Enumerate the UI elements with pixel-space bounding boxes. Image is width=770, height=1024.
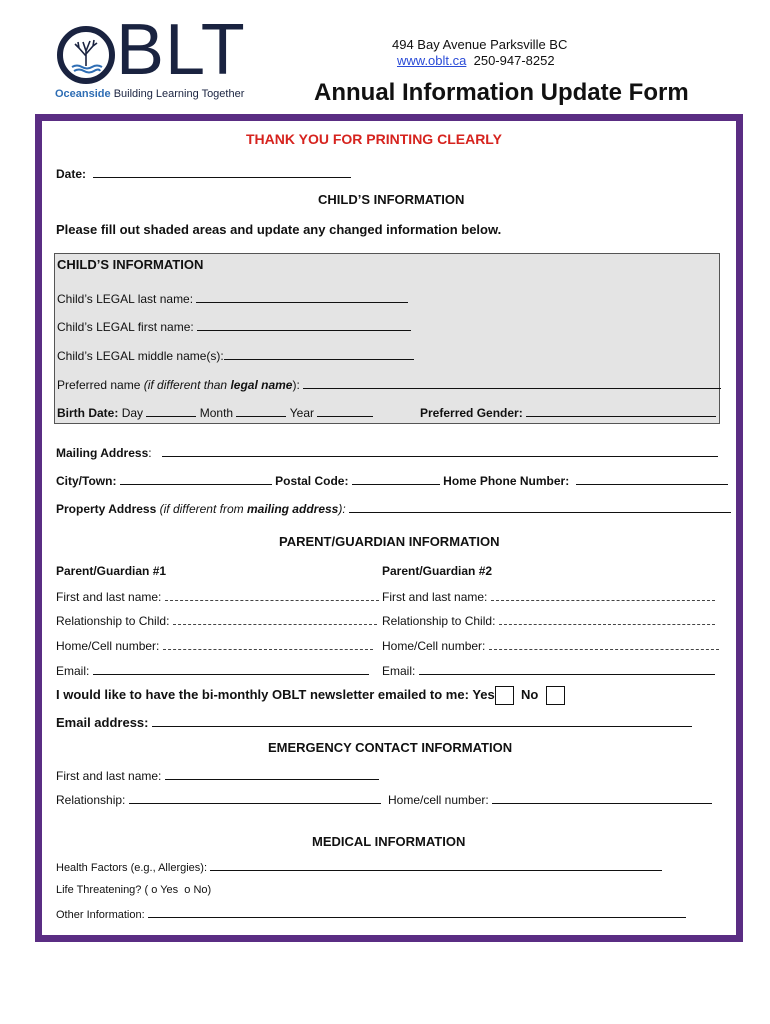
g2-email-field[interactable]	[419, 662, 715, 675]
website-link[interactable]: www.oblt.ca	[397, 53, 467, 68]
logo-wordmark: BLT	[116, 10, 246, 90]
em-phone-row: Home/cell number:	[388, 791, 712, 807]
em-relationship-row: Relationship:	[56, 791, 381, 807]
newsletter-email-field[interactable]	[152, 714, 692, 727]
newsletter-row: I would like to have the bi-monthly OBLT newsletter emailed to me: Yes No	[56, 686, 565, 705]
childs-info-heading: CHILD’S INFORMATION	[318, 192, 465, 207]
city-row: City/Town: Postal Code: Home Phone Number:	[56, 472, 728, 488]
medical-heading: MEDICAL INFORMATION	[312, 834, 466, 849]
other-info-row: Other Information:	[56, 907, 686, 921]
last-name-field[interactable]	[196, 290, 408, 303]
last-name-row: Child’s LEGAL last name:	[57, 290, 408, 306]
lt-yes-radio[interactable]: o	[151, 884, 158, 896]
date-row: Date:	[56, 165, 351, 181]
g2-phone-row: Home/Cell number:	[382, 638, 719, 653]
logo-tagline: Oceanside Building Learning Together	[55, 88, 245, 100]
em-name-field[interactable]	[165, 767, 379, 780]
health-factors-field[interactable]	[210, 860, 662, 871]
middle-name-row: Child’s LEGAL middle name(s):	[57, 347, 414, 363]
em-relationship-field[interactable]	[129, 791, 381, 804]
birth-month-field[interactable]	[236, 404, 286, 417]
guardian2-heading: Parent/Guardian #2	[382, 564, 493, 578]
first-name-field[interactable]	[197, 318, 411, 331]
instructions: Please fill out shaded areas and update any changed information below.	[56, 222, 502, 237]
address-line: 494 Bay Avenue Parksville BC	[392, 37, 568, 52]
g2-email-row: Email:	[382, 662, 715, 678]
mailing-address-field[interactable]	[162, 444, 718, 457]
lt-no-radio[interactable]: o	[184, 884, 191, 896]
city-field[interactable]	[120, 472, 272, 485]
contact-line	[397, 53, 555, 68]
g2-phone-field[interactable]	[489, 638, 719, 650]
phone-number: 250-947-8252	[473, 53, 555, 68]
first-name-row: Child’s LEGAL first name:	[57, 318, 411, 334]
postal-code-field[interactable]	[352, 472, 440, 485]
newsletter-no-checkbox[interactable]	[546, 686, 565, 705]
property-address-field[interactable]	[349, 500, 731, 513]
gender-row: Preferred Gender:	[420, 404, 716, 420]
preferred-name-field[interactable]	[303, 376, 721, 389]
g1-name-field[interactable]	[165, 589, 379, 601]
parent-heading: PARENT/GUARDIAN INFORMATION	[279, 534, 500, 549]
life-threatening-row: Life Threatening? ( o Yes o No)	[56, 884, 212, 896]
g1-relationship-field[interactable]	[173, 613, 377, 625]
g1-email-row: Email:	[56, 662, 369, 678]
print-clearly-notice: THANK YOU FOR PRINTING CLEARLY	[246, 131, 502, 147]
g1-email-field[interactable]	[93, 662, 369, 675]
birth-date-row: Birth Date: Day Month Year	[57, 404, 373, 420]
g2-relationship-row: Relationship to Child:	[382, 613, 715, 628]
g2-name-row: First and last name:	[382, 589, 715, 604]
form-border	[35, 114, 743, 942]
shaded-heading: CHILD’S INFORMATION	[57, 257, 204, 272]
shaded-child-section	[54, 253, 720, 424]
emergency-heading: EMERGENCY CONTACT INFORMATION	[268, 740, 513, 755]
g1-relationship-row: Relationship to Child:	[56, 613, 377, 628]
logo-tree-emblem	[57, 26, 115, 84]
health-factors-row: Health Factors (e.g., Allergies):	[56, 860, 662, 874]
birth-year-field[interactable]	[317, 404, 373, 417]
guardian1-heading: Parent/Guardian #1	[56, 564, 167, 578]
newsletter-yes-checkbox[interactable]	[495, 686, 514, 705]
em-name-row: First and last name:	[56, 767, 379, 783]
mailing-row: Mailing Address:	[56, 444, 718, 460]
other-info-field[interactable]	[148, 907, 686, 918]
home-phone-field[interactable]	[576, 472, 728, 485]
email-address-row: Email address:	[56, 714, 692, 730]
date-field[interactable]	[93, 165, 351, 178]
g1-phone-field[interactable]	[163, 638, 373, 650]
preferred-name-row: Preferred name (if different than legal name):	[57, 376, 721, 392]
g1-phone-row: Home/Cell number:	[56, 638, 373, 653]
g1-name-row: First and last name:	[56, 589, 379, 604]
gender-field[interactable]	[526, 404, 716, 417]
property-row: Property Address (if different from mailing address):	[56, 500, 731, 516]
middle-name-field[interactable]	[224, 347, 414, 360]
form-title: Annual Information Update Form	[314, 79, 689, 106]
em-phone-field[interactable]	[492, 791, 712, 804]
g2-relationship-field[interactable]	[499, 613, 715, 625]
tree-icon	[63, 32, 109, 78]
birth-day-field[interactable]	[146, 404, 196, 417]
g2-name-field[interactable]	[491, 589, 715, 601]
